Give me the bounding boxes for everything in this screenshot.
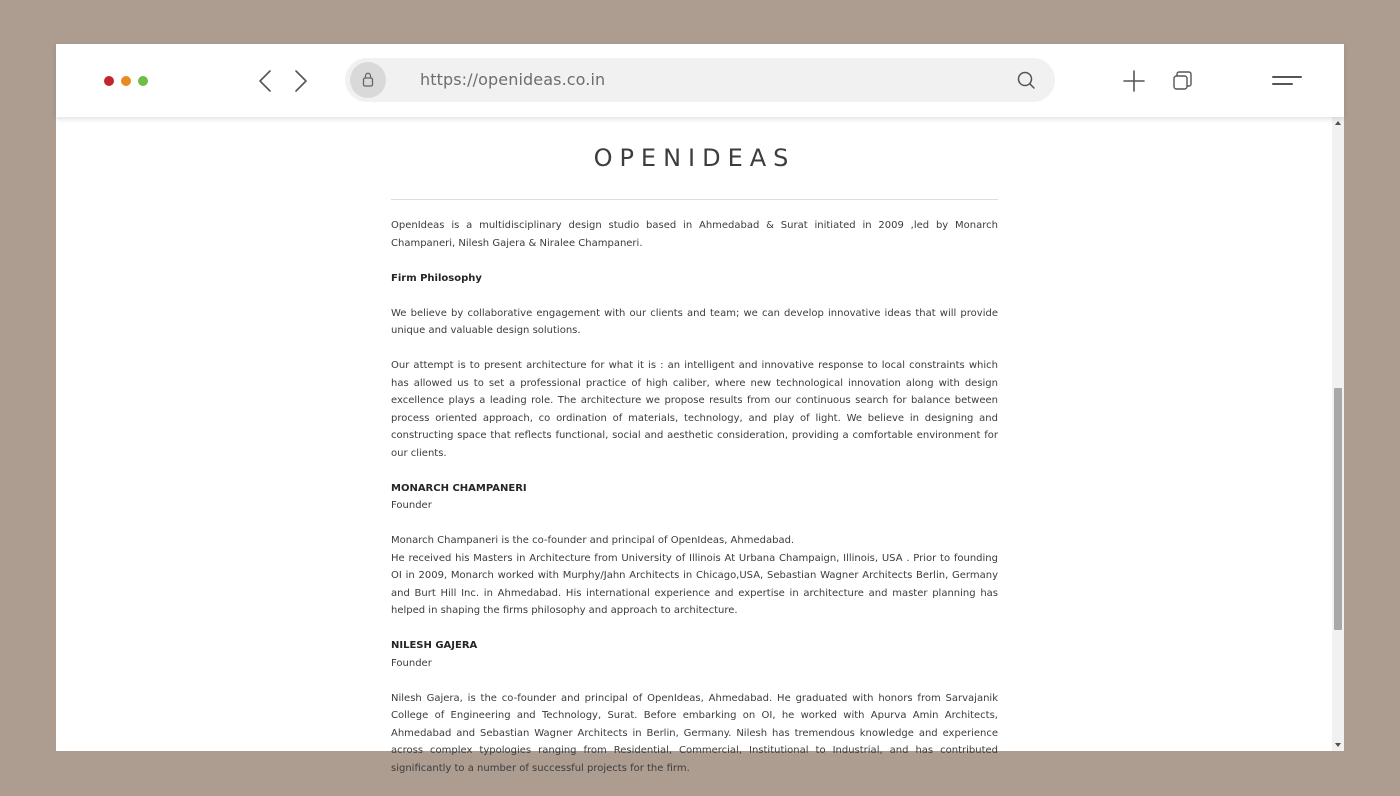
title-divider [391, 199, 998, 200]
founder-bio-monarch-intro: Monarch Champaneri is the co-founder and principal of OpenIdeas, Ahmedabad. [391, 535, 795, 546]
minimize-window-dot[interactable] [121, 76, 131, 86]
philosophy-paragraph-1: We believe by collaborative engagement with our clients and team; we can develop innovative ideas that will provide unique and valuable design solutions. [391, 307, 998, 336]
vertical-scrollbar[interactable] [1332, 117, 1344, 751]
founder-role-monarch: Founder [391, 500, 432, 511]
url-text[interactable]: https://openideas.co.in [420, 70, 606, 89]
page-content [391, 117, 998, 777]
founder-role-nilesh: Founder [391, 657, 432, 669]
address-bar[interactable] [345, 58, 1055, 102]
site-title[interactable]: OPENIDEAS [593, 144, 796, 172]
page-viewport [56, 117, 1332, 774]
lock-icon[interactable] [350, 62, 386, 98]
founder-bio-monarch-detail: He received his Masters in Architecture from University of Illinois At Urbana Champaign, Illinois, USA . Prior to founding OI in 2009, Monarch worked with Murphy/Jahn Architects in Chicago,USA, Sebastian Wagner Architects Berlin, Germany and Burt Hill Inc. in Ahmedabad. His international experience and expertise in architecture and master planning has helped in shaping the firms philosophy and approach to architecture. [391, 552, 998, 616]
menu-icon[interactable] [1272, 68, 1302, 94]
scrollbar-thumb[interactable] [1334, 388, 1342, 630]
back-icon[interactable] [251, 66, 281, 96]
browser-window [56, 44, 1344, 774]
maximize-window-dot[interactable] [138, 76, 148, 86]
founder-name-nilesh: NILESH GAJERA [391, 640, 478, 651]
new-tab-icon[interactable] [1121, 68, 1147, 94]
forward-icon[interactable] [285, 66, 315, 96]
scroll-up-arrow-icon[interactable] [1335, 121, 1341, 125]
founder-bio-nilesh: Nilesh Gajera, is the co-founder and principal of OpenIdeas, Ahmedabad. He graduated with honors from Sarvajanik College of Engineering and Technology, Surat. Before embarking on OI, he worked with Apurva Amin Architects, Ahmedabad and Sebastian Wagner Architects in Berlin, Germany. Nilesh has tremendous knowledge and experience across complex typologies ranging from Residential, Commercial, Institutional to Industrial, and has contributed significantly to a number of successful projects for the firm. [391, 692, 998, 774]
close-window-dot[interactable] [104, 76, 114, 86]
founder-name-monarch: MONARCH CHAMPANERI [391, 482, 527, 494]
tabs-overview-icon[interactable] [1170, 68, 1196, 94]
search-icon[interactable] [1015, 69, 1037, 91]
intro-text: OpenIdeas is a multidisciplinary design studio based in Ahmedabad & Surat initiated in 2009 ,led by Monarch Champaneri, Nilesh Gajera & Niralee Champaneri. [391, 220, 998, 249]
philosophy-heading: Firm Philosophy [391, 272, 482, 284]
scroll-down-arrow-icon[interactable] [1335, 743, 1341, 747]
philosophy-paragraph-2: Our attempt is to present architecture for what it is : an intelligent and innovative response to local constraints which has allowed us to set a professional practice of high caliber, where new technological innovation along with design excellence plays a leading role. The architecture we propose results from our continuous search for balance between process oriented approach, co ordination of materials, technology, and play of light. We believe in designing and constructing space that reflects functional, social and aesthetic consideration, providing a comfortable environment for our clients. [391, 360, 998, 459]
browser-toolbar [56, 44, 1344, 117]
